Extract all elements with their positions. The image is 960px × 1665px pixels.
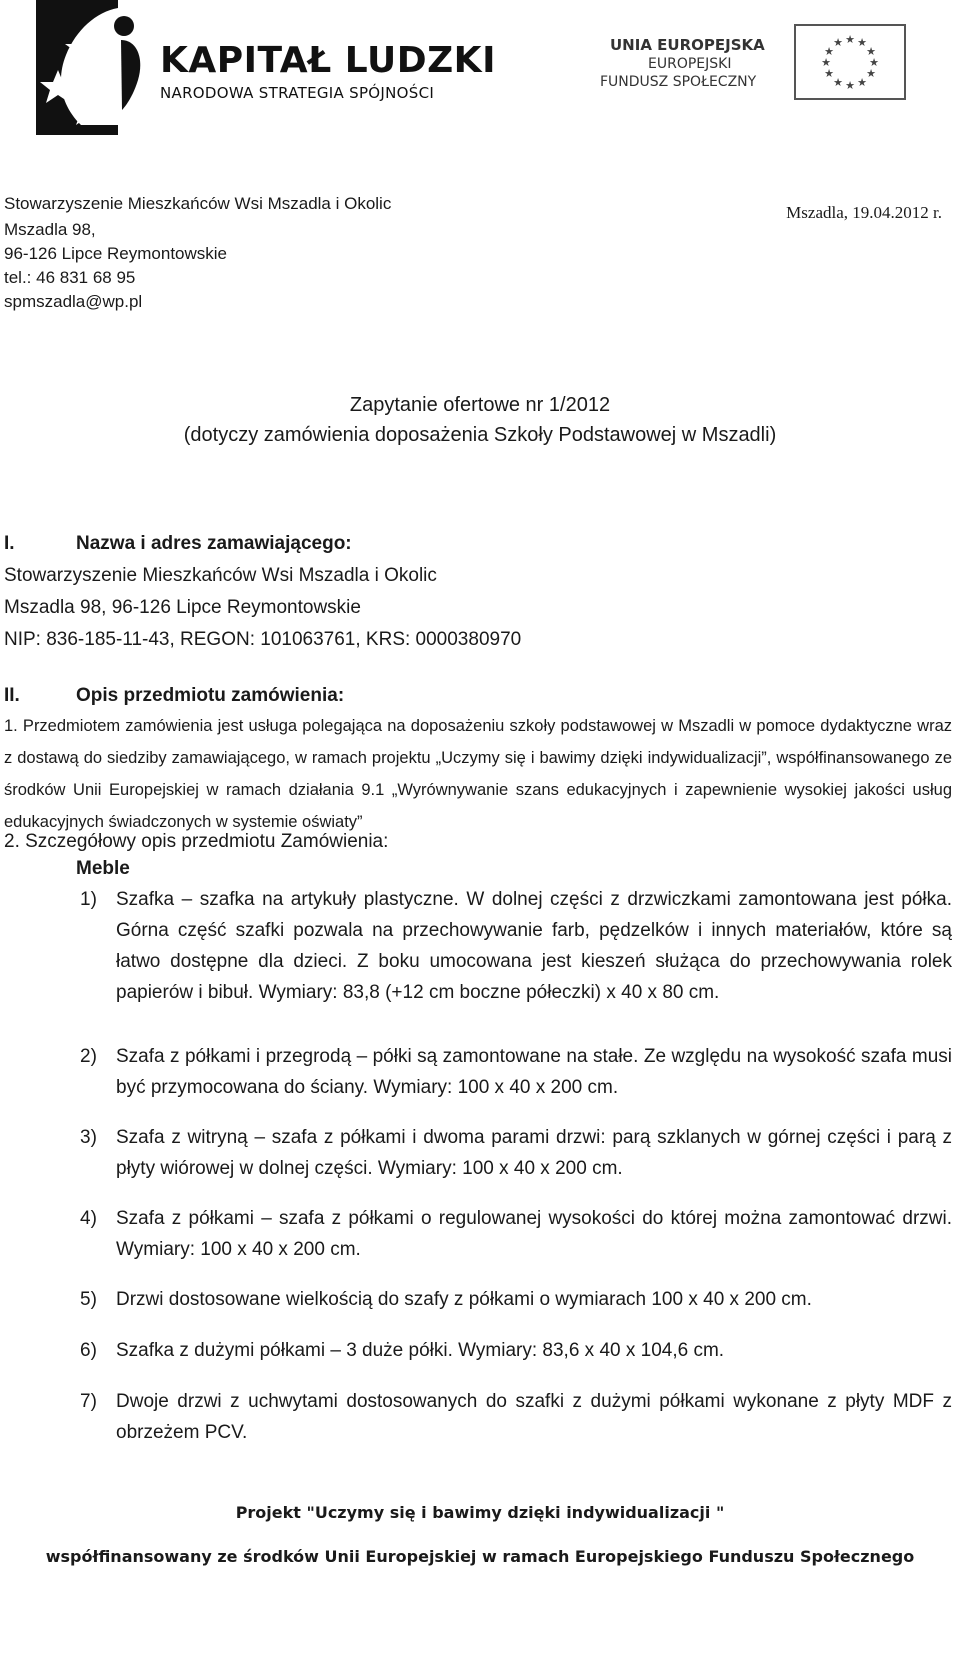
kapital-ludzki-title: KAPITAŁ LUDZKI bbox=[160, 40, 496, 81]
list-item-text: Drzwi dostosowane wielkością do szafy z półkami o wymiarach 100 x 40 x 200 cm. bbox=[116, 1289, 812, 1310]
eu-line-3: FUNDUSZ SPOŁECZNY bbox=[600, 74, 757, 90]
eu-flag-icon bbox=[794, 24, 906, 100]
list-item bbox=[80, 884, 952, 1008]
svg-text:★: ★ bbox=[857, 76, 867, 89]
list-item-number: 6) bbox=[80, 1340, 97, 1361]
list-item bbox=[80, 1203, 952, 1265]
document-subtitle: (dotyczy zamówienia doposażenia Szkoły Podstawowej w Mszadli) bbox=[183, 424, 777, 446]
document-date: Mszadla, 19.04.2012 r. bbox=[786, 203, 942, 222]
sender-phone: tel.: 46 831 68 95 bbox=[4, 268, 136, 287]
svg-text:★: ★ bbox=[866, 45, 876, 58]
svg-text:★: ★ bbox=[821, 56, 831, 69]
stars-logo-icon bbox=[26, 0, 151, 135]
svg-text:★: ★ bbox=[857, 36, 867, 49]
list-item-text: Szafa z półkami i przegrodą – półki są zamontowane na stałe. Ze względu na wysokość szafa musi być przymocowana do ściany. Wymiary: 100 x 40 x 200 cm. bbox=[116, 1046, 952, 1098]
list-item bbox=[80, 1284, 952, 1315]
svg-text:★: ★ bbox=[833, 76, 843, 89]
sender-email: spmszadla@wp.pl bbox=[4, 292, 143, 311]
footer-project: Projekt "Uczymy się i bawimy dzięki indywidualizacji " bbox=[235, 1503, 725, 1522]
svg-text:★: ★ bbox=[866, 67, 876, 80]
section-1-heading: Nazwa i adres zamawiającego: bbox=[76, 533, 352, 554]
list-item-number: 4) bbox=[80, 1208, 97, 1229]
list-item bbox=[80, 1386, 952, 1448]
eu-line-1: UNIA EUROPEJSKA bbox=[610, 36, 765, 54]
list-item-number: 1) bbox=[80, 889, 97, 910]
list-item bbox=[80, 1122, 952, 1184]
list-item-number: 3) bbox=[80, 1127, 97, 1148]
list-item-text: Szafka – szafka na artykuły plastyczne. W dolnej części z drzwiczkami zamontowana jest półka. Górna część szafki pozwala na przechowywanie farb, pędzelków i innych materiałów, które są łatwo dostępne dla dzieci. Z boku umocowana jest kieszeń służąca do przechowywania rolek papierów i bibuł. Wymiary: 83,8 (+12 cm boczne półeczki) x 40 x 80 cm. bbox=[116, 889, 952, 1003]
list-item bbox=[80, 1041, 952, 1103]
sender-city: 96-126 Lipce Reymontowskie bbox=[4, 244, 228, 263]
section-1-line-3: NIP: 836-185-11-43, REGON: 101063761, KRS: 0000380970 bbox=[4, 629, 522, 650]
sender-name: Stowarzyszenie Mieszkańców Wsi Mszadla i Okolic bbox=[4, 194, 392, 213]
list-item-text: Szafa z półkami – szafa z półkami o regulowanej wysokości do której można zamontować drzwi. Wymiary: 100 x 40 x 200 cm. bbox=[116, 1208, 952, 1260]
list-item-number: 7) bbox=[80, 1391, 97, 1412]
section-2-number: II. bbox=[4, 685, 20, 706]
svg-text:★: ★ bbox=[869, 56, 879, 69]
kapital-ludzki-subtitle: NARODOWA STRATEGIA SPÓJNOŚCI bbox=[160, 84, 435, 102]
svg-text:★: ★ bbox=[845, 79, 855, 92]
list-item-text: Dwoje drzwi z uchwytami dostosowanych do szafki z dużymi półkami wykonane z płyty MDF z obrzeżem PCV. bbox=[116, 1391, 952, 1443]
list-item-number: 2) bbox=[80, 1046, 97, 1067]
svg-text:★: ★ bbox=[824, 45, 834, 58]
section-2-heading: Opis przedmiotu zamówienia: bbox=[76, 685, 345, 706]
sender-street: Mszadla 98, bbox=[4, 220, 96, 239]
list-item bbox=[80, 1335, 952, 1366]
svg-text:★: ★ bbox=[845, 33, 855, 46]
svg-text:★: ★ bbox=[824, 67, 834, 80]
section-1-number: I. bbox=[4, 533, 15, 554]
section-1-line-1: Stowarzyszenie Mieszkańców Wsi Mszadla i Okolic bbox=[4, 565, 437, 586]
eu-line-2: EUROPEJSKI bbox=[648, 56, 732, 72]
furniture-subheading: Meble bbox=[76, 858, 130, 879]
section-2-point-2: 2. Szczegółowy opis przedmiotu Zamówienia: bbox=[4, 831, 389, 852]
svg-text:★: ★ bbox=[833, 36, 843, 49]
list-item-number: 5) bbox=[80, 1289, 97, 1310]
list-item-text: Szafka z dużymi półkami – 3 duże półki. Wymiary: 83,6 x 40 x 104,6 cm. bbox=[116, 1340, 725, 1361]
eu-logo-text bbox=[600, 36, 765, 90]
list-item-text: Szafa z witryną – szafa z półkami i dwoma parami drzwi: parą szklanych w górnej części i parą z płyty wiórowej w dolnej części. Wymiary: 100 x 40 x 200 cm. bbox=[116, 1127, 952, 1179]
document-title: Zapytanie ofertowe nr 1/2012 bbox=[349, 394, 611, 416]
footer-funding: współfinansowany ze środków Unii Europejskiej w ramach Europejskiego Funduszu Społecznego bbox=[45, 1547, 915, 1566]
section-1-line-2: Mszadla 98, 96-126 Lipce Reymontowskie bbox=[4, 597, 361, 618]
section-2-point-1: 1. Przedmiotem zamówienia jest usługa polegająca na doposażeniu szkoły podstawowej w Mszadli w pomoce dydaktyczne wraz z dostawą do siedziby zamawiającego, w ramach projektu „Uczymy się i bawimy dzięki indywidualizacji”, współfinansowanego ze środków Unii Europejskiej w ramach działania 9.1 „Wyrównywanie szans edukacyjnych i zapewnienie wysokiej jakości usług edukacyjnych świadczonych w systemie oświaty” bbox=[4, 717, 952, 831]
